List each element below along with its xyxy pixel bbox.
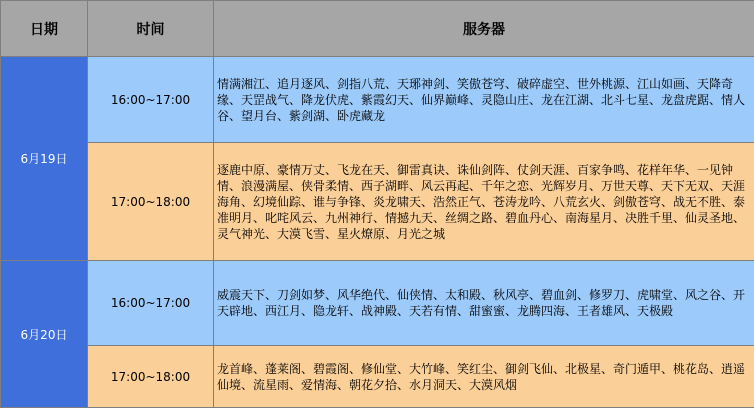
server-list-cell: 威震天下、刀剑如梦、风华绝代、仙侠情、太和殿、秋风亭、碧血剑、修罗刀、虎啸堂、风之谷、开天辟地、西江月、隐龙轩、战神殿、天若有情、甜蜜蜜、龙腾四海、王者雄风、天极殿 bbox=[214, 261, 754, 346]
date-header: 日期 bbox=[1, 1, 88, 57]
time-cell: 16:00~17:00 bbox=[88, 261, 214, 346]
server-list-cell: 龙首峰、蓬莱阁、碧霞阁、修仙堂、大竹峰、笑红尘、御剑飞仙、北极星、奇门遁甲、桃花岛、逍遥仙境、流星雨、爱情海、朝花夕拾、水月洞天、大漠风烟 bbox=[214, 346, 754, 408]
table-row bbox=[1, 57, 754, 143]
date-cell-jun19: 6月19日 bbox=[1, 57, 88, 261]
time-cell: 17:00~18:00 bbox=[88, 143, 214, 261]
server-list-cell: 情满湘江、追月逐风、剑指八荒、天琊神剑、笑傲苍穹、破碎虚空、世外桃源、江山如画、天降奇缘、天罡战气、降龙伏虎、紫霞幻天、仙界巅峰、灵隐山庄、龙在江湖、北斗七星、龙盘虎踞、情人谷、望月台、紫剑湖、卧虎藏龙 bbox=[214, 57, 754, 143]
server-list-cell: 逐鹿中原、豪情万丈、飞龙在天、御雷真诀、诛仙剑阵、仗剑天涯、百家争鸣、花样年华、一见钟情、浪漫满屋、侠骨柔情、西子湖畔、风云再起、千年之恋、光辉岁月、万世天尊、天下无双、天涯海角、幻境仙踪、谁与争锋、炎龙啸天、浩然正气、苍涛龙吟、八荒玄火、剑傲苍穹、战无不胜、泰准明月、叱咤风云、九州神行、情撼九天、丝绸之路、碧血丹心、南海星月、决胜千里、仙灵圣地、灵气神光、大漠飞雪、星火燎原、月光之城 bbox=[214, 143, 754, 261]
server-header: 服务器 bbox=[214, 1, 754, 57]
time-cell: 16:00~17:00 bbox=[88, 57, 214, 143]
table-row bbox=[1, 261, 754, 346]
date-cell-jun20: 6月20日 bbox=[1, 261, 88, 408]
header-row bbox=[1, 1, 754, 57]
table-row bbox=[1, 346, 754, 408]
time-cell: 17:00~18:00 bbox=[88, 346, 214, 408]
table-row bbox=[1, 143, 754, 261]
time-header: 时间 bbox=[88, 1, 214, 57]
